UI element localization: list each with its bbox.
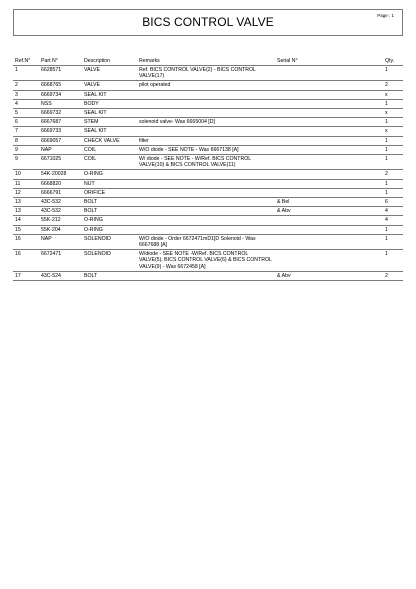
cell-part-number: NSS [39, 99, 82, 108]
cell-ref: 5 [13, 109, 39, 118]
cell-description: SOLENOID [82, 234, 137, 249]
cell-description: BOLT [82, 207, 137, 216]
cell-description: SOLENOID [82, 250, 137, 272]
cell-qty: 1 [383, 136, 403, 145]
table-row [13, 188, 403, 197]
cell-remarks: pilot operated [137, 81, 275, 90]
cell-remarks [137, 179, 275, 188]
cell-part-number: 55K-204 [39, 225, 82, 234]
cell-part-number: 43C-524 [39, 271, 82, 280]
cell-qty: 4 [383, 207, 403, 216]
table-row [13, 198, 403, 207]
table-row [13, 109, 403, 118]
parts-table [13, 56, 403, 281]
cell-remarks [137, 225, 275, 234]
cell-serial [275, 170, 383, 179]
cell-qty: x [383, 90, 403, 99]
cell-qty: 1 [383, 179, 403, 188]
table-row [13, 207, 403, 216]
cell-ref: 4 [13, 99, 39, 108]
table-row [13, 136, 403, 145]
cell-part-number: 6672471 [39, 250, 82, 272]
cell-description: SEAL KIT [82, 109, 137, 118]
cell-remarks: W/O diode - SEE NOTE - Was 6667138 [A] [137, 145, 275, 154]
cell-remarks [137, 207, 275, 216]
column-header-part: Part N° [39, 56, 82, 66]
cell-ref: 13 [13, 207, 39, 216]
cell-remarks: Ref. BICS CONTROL VALVE(2) - BICS CONTROL VALVE(17) [137, 66, 275, 81]
cell-remarks [137, 90, 275, 99]
cell-remarks: W/ diode - SEE NOTE - W/Ref. BICS CONTROL VALVE(10) & BICS CONTROL VALVE(11) [137, 155, 275, 170]
table-row [13, 81, 403, 90]
cell-part-number: 54K-20028 [39, 170, 82, 179]
cell-part-number: 43C-532 [39, 198, 82, 207]
cell-remarks: solenoid valve- Was 6665004 [D] [137, 118, 275, 127]
cell-qty: x [383, 109, 403, 118]
cell-serial [275, 179, 383, 188]
cell-description: O-RING [82, 225, 137, 234]
cell-qty: 6 [383, 198, 403, 207]
cell-remarks [137, 109, 275, 118]
cell-serial [275, 216, 383, 225]
cell-serial [275, 81, 383, 90]
cell-description: VALVE [82, 81, 137, 90]
column-header-ref: Ref.N° [13, 56, 39, 66]
cell-qty: 1 [383, 250, 403, 272]
column-header-description: Description [82, 56, 137, 66]
cell-remarks [137, 188, 275, 197]
cell-qty: 4 [383, 216, 403, 225]
cell-ref: 8 [13, 136, 39, 145]
cell-qty: 1 [383, 118, 403, 127]
cell-qty: 1 [383, 225, 403, 234]
cell-qty: x [383, 127, 403, 136]
cell-qty: 2 [383, 271, 403, 280]
page-number: Page : 1 [377, 13, 394, 18]
cell-ref: 3 [13, 90, 39, 99]
cell-description: COIL [82, 145, 137, 154]
cell-serial [275, 118, 383, 127]
cell-part-number: 6669733 [39, 127, 82, 136]
cell-description: O-RING [82, 216, 137, 225]
cell-serial: & Abv [275, 271, 383, 280]
cell-description: BOLT [82, 198, 137, 207]
cell-serial: & Abv [275, 207, 383, 216]
cell-description: ORIFICE [82, 188, 137, 197]
cell-serial [275, 66, 383, 81]
table-row [13, 271, 403, 280]
cell-qty: 2 [383, 170, 403, 179]
cell-part-number: 6668765 [39, 81, 82, 90]
cell-ref: 11 [13, 179, 39, 188]
cell-ref: 9 [13, 155, 39, 170]
cell-ref: 16 [13, 250, 39, 272]
cell-description: COIL [82, 155, 137, 170]
cell-ref: 12 [13, 188, 39, 197]
cell-serial [275, 99, 383, 108]
cell-qty: 1 [383, 234, 403, 249]
cell-description: VALVE [82, 66, 137, 81]
cell-ref: 1 [13, 66, 39, 81]
table-row [13, 118, 403, 127]
cell-qty: 1 [383, 99, 403, 108]
cell-description: BODY [82, 99, 137, 108]
column-header-serial: Serial N° [275, 56, 383, 66]
table-row [13, 145, 403, 154]
cell-serial [275, 155, 383, 170]
cell-remarks [137, 127, 275, 136]
cell-description: SEAL KIT [82, 90, 137, 99]
table-row [13, 234, 403, 249]
cell-ref: 9 [13, 145, 39, 154]
cell-qty: 1 [383, 188, 403, 197]
cell-description: O-RING [82, 170, 137, 179]
cell-part-number: 6669732 [39, 109, 82, 118]
cell-part-number: 6628571 [39, 66, 82, 81]
cell-qty: 1 [383, 66, 403, 81]
table-header-row [13, 56, 403, 66]
cell-ref: 6 [13, 118, 39, 127]
table-row [13, 179, 403, 188]
cell-part-number: NAP [39, 234, 82, 249]
cell-part-number: 43C-532 [39, 207, 82, 216]
cell-remarks [137, 99, 275, 108]
table-row [13, 216, 403, 225]
cell-serial [275, 127, 383, 136]
column-header-remarks: Remarks [137, 56, 275, 66]
cell-serial [275, 234, 383, 249]
cell-serial: & Bel [275, 198, 383, 207]
cell-description: SEAL KIT [82, 127, 137, 136]
column-header-qty: Qty. [383, 56, 403, 66]
cell-ref: 17 [13, 271, 39, 280]
cell-remarks [137, 170, 275, 179]
cell-serial [275, 250, 383, 272]
cell-remarks: filter [137, 136, 275, 145]
table-row [13, 90, 403, 99]
cell-part-number: 6669734 [39, 90, 82, 99]
cell-qty: 1 [383, 155, 403, 170]
cell-description: NUT [82, 179, 137, 188]
cell-serial [275, 225, 383, 234]
cell-part-number: NAP [39, 145, 82, 154]
table-row [13, 225, 403, 234]
cell-description: BOLT [82, 271, 137, 280]
cell-part-number: 6668820 [39, 179, 82, 188]
cell-remarks [137, 198, 275, 207]
table-row [13, 155, 403, 170]
cell-ref: 15 [13, 225, 39, 234]
cell-ref: 2 [13, 81, 39, 90]
title-box [13, 9, 403, 36]
cell-description: CHECK VALVE [82, 136, 137, 145]
table-row [13, 99, 403, 108]
cell-serial [275, 109, 383, 118]
cell-part-number: 6667687 [39, 118, 82, 127]
cell-serial [275, 188, 383, 197]
cell-serial [275, 145, 383, 154]
cell-ref: 7 [13, 127, 39, 136]
table-row [13, 170, 403, 179]
cell-qty: 2 [383, 81, 403, 90]
cell-part-number: 6669057 [39, 136, 82, 145]
cell-ref: 13 [13, 198, 39, 207]
cell-ref: 10 [13, 170, 39, 179]
cell-qty: 1 [383, 145, 403, 154]
cell-remarks [137, 271, 275, 280]
table-row [13, 66, 403, 81]
cell-remarks: W/O diode - Order 6672471mD1[D Solenoid - Was 6667688 [A] [137, 234, 275, 249]
cell-ref: 16 [13, 234, 39, 249]
page-title: BICS CONTROL VALVE [142, 15, 274, 29]
cell-part-number: 55K-212 [39, 216, 82, 225]
cell-ref: 14 [13, 216, 39, 225]
cell-serial [275, 136, 383, 145]
cell-part-number: 6666791 [39, 188, 82, 197]
cell-description: STEM [82, 118, 137, 127]
cell-part-number: 6671025 [39, 155, 82, 170]
table-row [13, 127, 403, 136]
cell-serial [275, 90, 383, 99]
cell-remarks: W/diode - SEE NOTE -W/Ref. BICS CONTROL VALVE(5), BICS CONTROL VALVE(6) & BICS CONTROL VALVE(9) - Was 6672458 [A] [137, 250, 275, 272]
cell-remarks [137, 216, 275, 225]
table-row [13, 250, 403, 272]
